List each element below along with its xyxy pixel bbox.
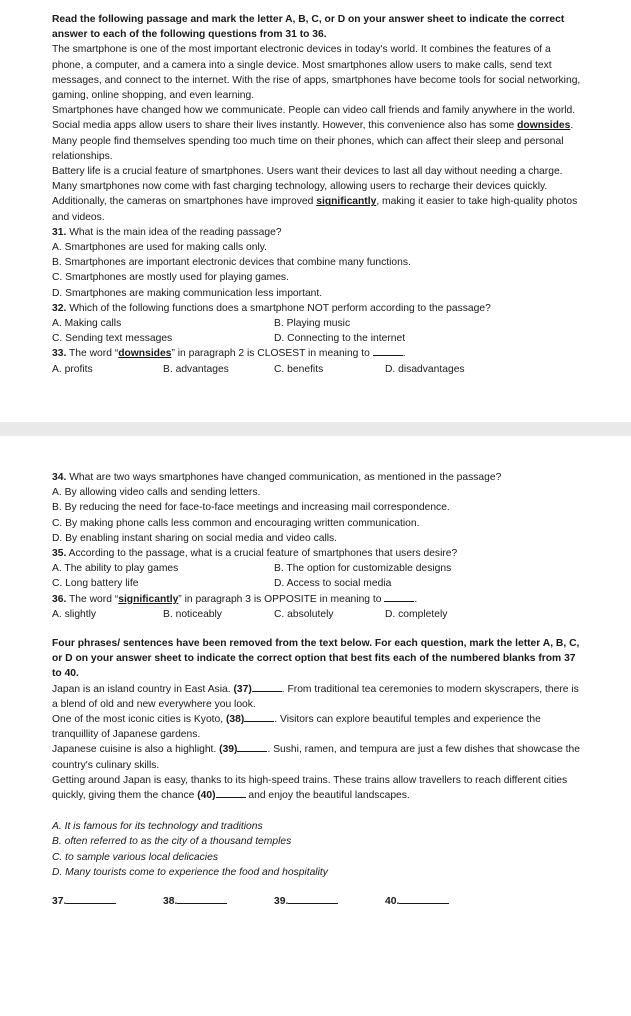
question-33: 33. The word “downsides” in paragraph 2 is CLOSEST in meaning to . <box>52 348 406 360</box>
q36-option-b: B. noticeably <box>163 608 222 620</box>
q33-option-d: D. disadvantages <box>385 363 465 375</box>
answer-37: 37. <box>52 894 163 909</box>
worksheet-page-2 <box>0 436 631 1016</box>
paragraph-1: The smartphone is one of the most important electronic devices in today's world. It combines the features of a phone, a computer, and a camera into a single device. Most smartphones allow users to make calls, send text messages, and connect to the internet. With the rise of apps, smartphones have become tools for social networking, gaming, online shopping, and even learning. <box>52 44 581 102</box>
question-35: 35. According to the passage, what is a crucial feature of smartphones that users desire? <box>52 548 458 560</box>
q35-option-c: C. Long battery life <box>52 578 139 590</box>
q36-option-d: D. completely <box>385 608 448 620</box>
answer-40: 40. <box>385 894 505 909</box>
q33-option-b: B. advantages <box>163 363 229 375</box>
q32-option-a: A. Making calls <box>52 318 122 330</box>
q35-option-a: A. The ability to play games <box>52 563 179 575</box>
q32-option-b: B. Playing music <box>274 318 351 330</box>
answer-blank <box>384 593 414 602</box>
q35-option-b: B. The option for customizable designs <box>274 563 452 575</box>
question-31: 31. What is the main idea of the reading passage? <box>52 226 282 238</box>
q31-option-a: A. Smartphones are used for making calls only. <box>52 242 268 254</box>
cloze-instruction: Four phrases/ sentences have been removed from the text below. For each question, mark the letter A, B, C, or D on your answer sheet to indicate the correct option that best fits each of the numbered blanks from 37 to 40. <box>52 638 580 680</box>
underlined-word-significantly: significantly <box>316 196 377 208</box>
instruction-heading: Read the following passage and mark the letter A, B, C, or D on your answer sheet to indicate the correct answer to each of the following questions from 31 to 36. <box>52 14 565 41</box>
q31-option-b: B. Smartphones are important electronic devices that combine many functions. <box>52 257 411 269</box>
q32-options <box>52 316 583 346</box>
answer-blank <box>373 347 403 356</box>
answer-38: 38. <box>163 894 274 909</box>
q33-option-c: C. benefits <box>274 363 324 375</box>
page-separator <box>0 422 631 436</box>
q34-option-d: D. By enabling instant sharing on social media and video calls. <box>52 532 338 544</box>
answer-row <box>52 894 583 909</box>
question-32: 32. Which of the following functions does a smartphone NOT perform according to the passage? <box>52 302 491 314</box>
q35-options <box>52 561 583 591</box>
cloze-choices <box>52 819 583 880</box>
answer-39: 39. <box>274 894 385 909</box>
q36-option-a: A. slightly <box>52 608 97 620</box>
cloze-line-40: Getting around Japan is easy, thanks to its high-speed trains. These trains allow travellers to reach different cities quickly, giving them the chance (40) and enjoy the beautiful landscapes. <box>52 774 568 802</box>
paragraph-3: Battery life is a crucial feature of smartphones. Users want their devices to last all day without needing a charge. Many smartphones now come with fast charging technology, allowing users to recharge their devices quickly. Additionally, the cameras on smartphones have improved significantly, making it easier to take high-quality photos and videos. <box>52 166 578 223</box>
q33-options <box>52 362 583 377</box>
q33-option-a: A. profits <box>52 363 93 375</box>
choice-d: D. Many tourists come to experience the food and hospitality <box>52 866 328 878</box>
underlined-word-downsides: downsides <box>517 120 571 132</box>
cloze-line-37: Japan is an island country in East Asia. (37) . From traditional tea ceremonies to modern skyscrapers, there is a blend of old and new everywhere you look. <box>52 683 579 710</box>
q31-option-c: C. Smartphones are mostly used for playing games. <box>52 272 289 284</box>
question-36: 36. The word “significantly” in paragraph 3 is OPPOSITE in meaning to . <box>52 593 418 605</box>
paragraph-2: Smartphones have changed how we communicate. People can video call friends and family anywhere in the world. Social media apps allow users to share their lives instantly. However, this convenience also has some downsides. Many people find themselves spending too much time on their phones, which can affect their sleep and personal relationships. <box>52 105 576 162</box>
q34-option-a: A. By allowing video calls and sending letters. <box>52 487 261 499</box>
q36-option-c: C. absolutely <box>274 608 334 620</box>
choice-b: B. often referred to as the city of a thousand temples <box>52 836 292 848</box>
q34-option-c: C. By making phone calls less common and encouraging written communication. <box>52 517 420 529</box>
cloze-line-38: One of the most iconic cities is Kyoto, (38) . Visitors can explore beautiful temples and experience the tranquillity of Japanese gardens. <box>52 714 541 741</box>
q36-options <box>52 607 583 622</box>
q35-option-d: D. Access to social media <box>274 578 392 590</box>
question-34: 34. What are two ways smartphones have changed communication, as mentioned in the passage? <box>52 472 502 483</box>
q32-option-c: C. Sending text messages <box>52 333 173 345</box>
cloze-line-39: Japanese cuisine is also a highlight. (39) . Sushi, ramen, and tempura are just a few dishes that showcase the country's culinary skills. <box>52 744 580 771</box>
q32-option-d: D. Connecting to the internet <box>274 333 406 345</box>
q31-option-d: D. Smartphones are making communication less important. <box>52 287 323 299</box>
q34-option-b: B. By reducing the need for face-to-face meetings and increasing mail correspondence. <box>52 502 450 514</box>
choice-c: C. to sample various local delicacies <box>52 851 218 863</box>
choice-a: A. It is famous for its technology and traditions <box>52 821 263 833</box>
worksheet-page-1 <box>0 0 631 422</box>
